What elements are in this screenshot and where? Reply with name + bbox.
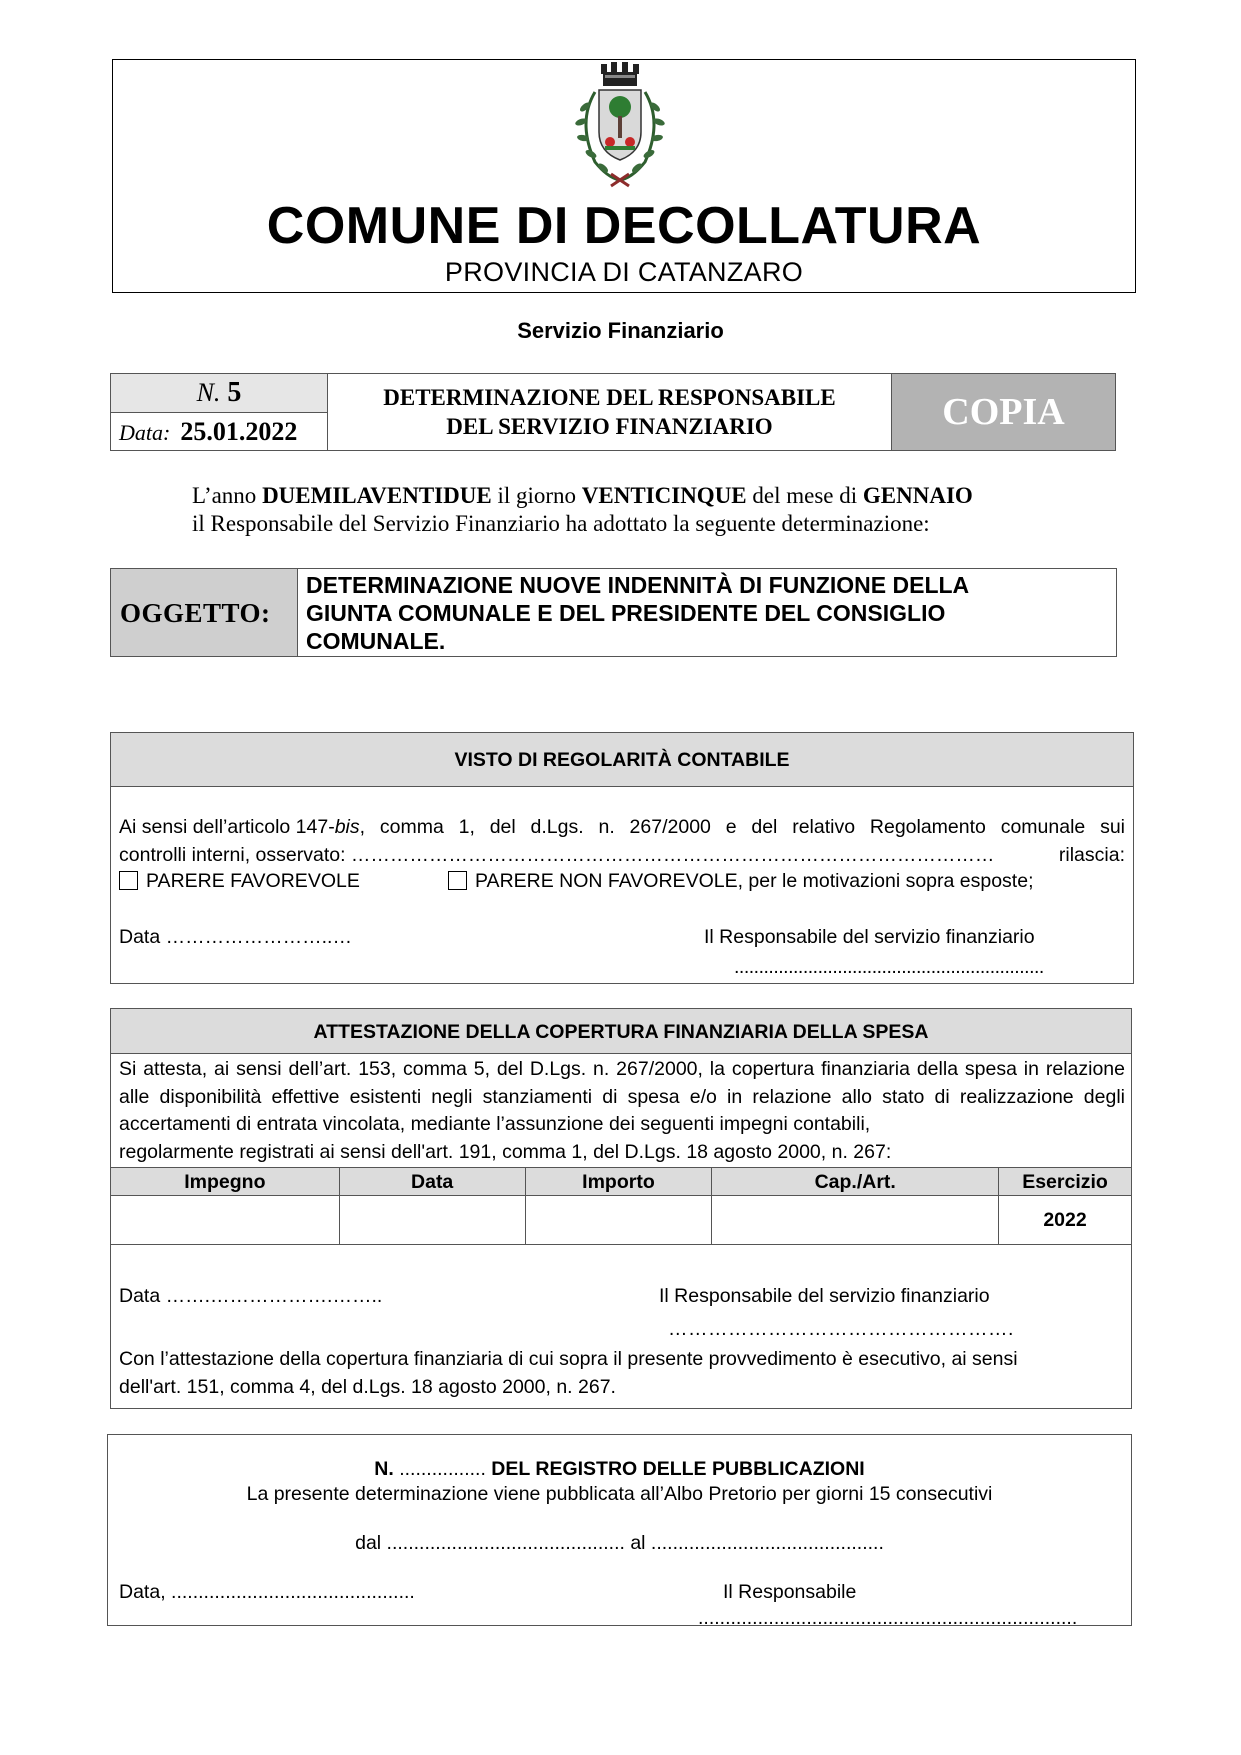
determination-number-cell <box>110 373 328 413</box>
accounting-check-text-part: controlli interni, osservato: ……………………………………………………………………………………… <box>119 843 995 866</box>
accounting-check-text-part: bis <box>334 816 360 838</box>
table-cell <box>712 1196 999 1245</box>
municipal-crest-icon <box>555 62 685 190</box>
date-label: Data: <box>119 420 171 445</box>
accounting-check-text-part: Ai sensi dell’articolo 147- <box>119 816 335 838</box>
accounting-check-text-part: , comma 1, del d.Lgs. n. 267/2000 e del relativo Regolamento comunale sui <box>359 816 1125 838</box>
column-header: Importo <box>525 1168 712 1196</box>
coverage-attestation-text <box>119 1056 1125 1166</box>
determination-date: 25.01.2022 <box>180 417 298 446</box>
publication-signature-line: ...................................................................... <box>698 1607 1078 1629</box>
publication-date: Data, ............................................. <box>119 1581 415 1603</box>
table-cell <box>111 1196 340 1245</box>
publication-title-text: DEL REGISTRO DELLE PUBBLICAZIONI <box>485 1458 865 1480</box>
coverage-attestation-date: Data …….……………….…….. <box>119 1285 383 1307</box>
copy-stamp: COPIA <box>892 373 1116 451</box>
commitments-table <box>110 1167 1132 1245</box>
intro-text: il giorno <box>491 483 582 508</box>
subject-label: OGGETTO: <box>110 568 298 657</box>
intro-day: VENTICINQUE <box>581 483 747 508</box>
table-cell <box>339 1196 525 1245</box>
intro-year: DUEMILAVENTIDUE <box>262 483 492 508</box>
determination-title-line1: DETERMINAZIONE DEL RESPONSABILE <box>383 385 836 410</box>
intro-text: L’anno <box>192 483 263 508</box>
column-header: Cap./Art. <box>712 1168 999 1196</box>
determination-title-cell <box>328 373 892 451</box>
column-header: Data <box>339 1168 525 1196</box>
coverage-attestation-heading: ATTESTAZIONE DELLA COPERTURA FINANZIARIA DELLA SPESA <box>111 1009 1131 1054</box>
determination-title-line2: DEL SERVIZIO FINANZIARIO <box>446 414 773 439</box>
accounting-check-text <box>119 814 1125 869</box>
intro-line2: il Responsabile del Servizio Finanziario ha adottato la seguente determinazione: <box>192 511 930 536</box>
subject-line: DETERMINAZIONE NUOVE INDENNITÀ DI FUNZIONE DELLA <box>306 572 970 598</box>
coverage-attestation-signer: Il Responsabile del servizio finanziario <box>659 1285 990 1307</box>
accounting-check-date: Data ……………………..… <box>119 926 352 948</box>
province-subtitle: PROVINCIA DI CATANZARO <box>444 257 804 287</box>
column-header: Impegno <box>111 1168 340 1196</box>
favorable-label: PARERE FAVOREVOLE <box>146 870 360 892</box>
determination-date-cell <box>110 413 328 451</box>
publication-period: dal ............................................ al ........................................... <box>355 1532 884 1554</box>
favorable-checkbox[interactable] <box>119 871 138 890</box>
intro-paragraph <box>192 482 1092 538</box>
publication-number-label: N. <box>374 1458 400 1480</box>
executive-clause <box>119 1346 1125 1401</box>
unfavorable-option[interactable] <box>448 870 1034 893</box>
subject-line: COMUNALE. <box>306 628 446 654</box>
coverage-attestation-paragraph: Si attesta, ai sensi dell’art. 153, comma 5, del D.Lgs. n. 267/2000, la copertura finanziaria della spesa in relazione alle disponibilità effettive esistenti negli stanziamenti di spesa e/o in relazione allo stato di realizzazione degli accertamenti di entrata vincolata, mediante l’assunzione dei seguenti impegni contabili, <box>119 1058 1125 1135</box>
table-header-row <box>111 1168 1132 1196</box>
determination-number: 5 <box>227 377 242 408</box>
town-title: COMUNE DI DECOLLATURA <box>266 197 982 255</box>
unfavorable-checkbox[interactable] <box>448 871 467 890</box>
coverage-attestation-last-line: regolarmente registrati ai sensi dell'art. 191, comma 1, del D.Lgs. 18 agosto 2000, n. 267: <box>119 1140 892 1163</box>
intro-text: del mese di <box>746 483 863 508</box>
publication-number-blank: ................ <box>399 1458 486 1480</box>
publication-signer: Il Responsabile <box>723 1581 857 1603</box>
column-header: Esercizio <box>999 1168 1132 1196</box>
unfavorable-label: PARERE NON FAVOREVOLE, per le motivazioni sopra esposte; <box>475 870 1034 892</box>
coverage-attestation-signature-line: ……………………………………………. <box>668 1318 1014 1340</box>
accounting-check-signer: Il Responsabile del servizio finanziario <box>704 926 1035 948</box>
accounting-check-heading: VISTO DI REGOLARITÀ CONTABILE <box>111 733 1133 787</box>
executive-clause-line: Con l’attestazione della copertura finanziaria di cui sopra il presente provvedimento è esecutivo, ai sensi <box>119 1348 1018 1370</box>
table-row <box>111 1196 1132 1245</box>
table-cell: 2022 <box>999 1196 1132 1245</box>
subject-text <box>297 568 1117 657</box>
executive-clause-last-line: dell'art. 151, comma 4, del d.Lgs. 18 agosto 2000, n. 267. <box>119 1375 616 1398</box>
subject-line: GIUNTA COMUNALE E DEL PRESIDENTE DEL CONSIGLIO <box>306 600 946 626</box>
publication-subtitle: La presente determinazione viene pubblicata all’Albo Pretorio per giorni 15 consecutivi <box>246 1483 993 1505</box>
number-label: N. <box>196 378 221 407</box>
accounting-check-signature-line: ............................................................... <box>734 956 1044 978</box>
accounting-check-text-part: rilascia: <box>1058 843 1125 866</box>
table-cell <box>525 1196 712 1245</box>
publication-register-title <box>107 1458 1132 1481</box>
intro-month: GENNAIO <box>862 483 973 508</box>
service-heading: Servizio Finanziario <box>517 318 724 343</box>
